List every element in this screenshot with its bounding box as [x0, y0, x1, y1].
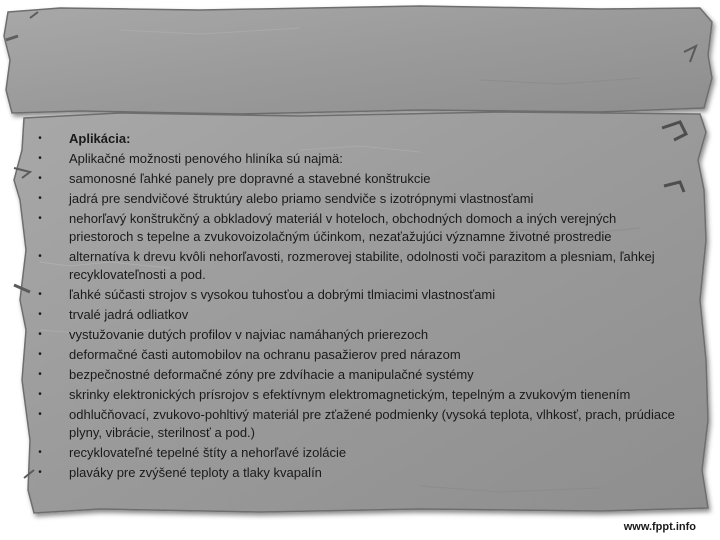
list-item	[34, 170, 684, 188]
bullet-icon: •	[38, 289, 42, 300]
bullet-icon: •	[38, 389, 42, 400]
bullet-icon: •	[38, 409, 42, 420]
list-item-text: skrinky elektronických prísrojov s efektívnym elektromagnetickým, tepelným a zvukovým tienením	[69, 387, 631, 402]
list-item-text: trvalé jadrá odliatkov	[69, 307, 189, 322]
list-item-text: odhlučňovací, zvukovo-pohltivý materiál pre zťažené podmienky (vysoká teplota, vlhkosť, prach, prúdiace plyny, vibrácie, sterilnosť a pod.)	[69, 407, 675, 440]
bullet-icon: •	[38, 447, 42, 458]
bullet-icon: •	[38, 329, 42, 340]
bullet-icon: •	[38, 133, 42, 144]
list-item	[34, 346, 684, 364]
list-item	[34, 306, 684, 324]
list-item	[34, 130, 684, 148]
bullet-icon: •	[38, 213, 42, 224]
bullet-icon: •	[38, 349, 42, 360]
list-item-text: bezpečnostné deformačné zóny pre zdvíhacie a manipulačné systémy	[69, 367, 474, 382]
list-item	[34, 248, 684, 284]
list-item	[34, 386, 684, 404]
bullet-list	[34, 130, 684, 482]
list-item-text: recyklovateľné tepelné štíty a nehorľavé izolácie	[69, 445, 347, 460]
footer-url: www.fppt.info	[623, 521, 696, 533]
bullet-icon: •	[38, 467, 42, 478]
list-item	[34, 210, 684, 246]
list-item-text: samonosné ľahké panely pre dopravné a stavebné konštrukcie	[69, 171, 431, 186]
list-item-text: alternatíva k drevu kvôli nehorľavosti, rozmerovej stabilite, odolnosti voči parazitom a plesniam, ľahkej recyklovateľnosti a pod.	[69, 249, 655, 282]
list-item	[34, 326, 684, 344]
list-item-text: deformačné časti automobilov na ochranu pasažierov pred nárazom	[69, 347, 461, 362]
bullet-icon: •	[38, 173, 42, 184]
list-item	[34, 190, 684, 208]
list-item-text: plaváky pre zvýšené teploty a tlaky kvapalín	[69, 465, 322, 480]
bullet-icon: •	[38, 153, 42, 164]
bullet-icon: •	[38, 309, 42, 320]
bullet-icon: •	[38, 193, 42, 204]
content-area	[34, 130, 684, 484]
bullet-icon: •	[38, 369, 42, 380]
list-item-text: jadrá pre sendvičové štruktúry alebo priamo sendviče s izotrópnymi vlastnosťami	[69, 191, 534, 206]
list-item-text: Aplikácia:	[69, 131, 131, 146]
list-item-text: vystužovanie dutých profilov v najviac namáhaných prierezoch	[69, 327, 429, 342]
list-item-text: Aplikačné možnosti penového hliníka sú najmä:	[69, 151, 343, 166]
title-slab	[4, 6, 712, 114]
list-item	[34, 406, 684, 442]
list-item	[34, 464, 684, 482]
bullet-icon: •	[38, 251, 42, 262]
list-item-text: nehorľavý konštrukčný a obkladový materiál v hoteloch, obchodných domoch a iných verejných priestoroch s tepelne a zvukovoizolačným účinkom, nezaťažujúci významne životné prostredie	[69, 211, 617, 244]
list-item	[34, 286, 684, 304]
list-item-text: ľahké súčasti strojov s vysokou tuhosťou a dobrými tlmiacimi vlastnosťami	[69, 287, 496, 302]
list-item	[34, 366, 684, 384]
list-item	[34, 444, 684, 462]
list-item	[34, 150, 684, 168]
